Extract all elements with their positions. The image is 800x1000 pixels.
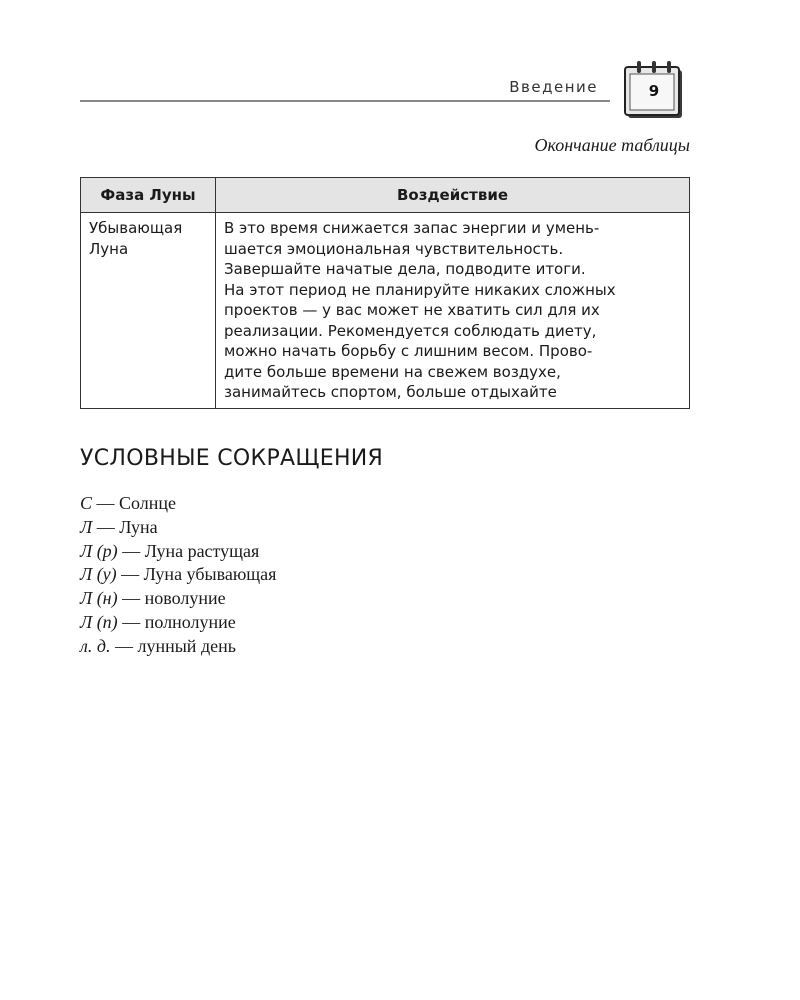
phase-cell: Убывающая Луна [81, 213, 216, 409]
abbreviation-meaning: — Луна [92, 516, 158, 537]
abbreviations-title: УСЛОВНЫЕ СОКРАЩЕНИЯ [80, 446, 384, 471]
column-header-phase: Фаза Луны [81, 178, 216, 213]
abbreviation-key: Л (п) [80, 611, 118, 632]
list-item [80, 587, 276, 611]
table-header-row [81, 178, 690, 213]
abbreviations-list [80, 492, 276, 659]
moon-phase-table [80, 177, 690, 409]
section-name: Введение [509, 78, 598, 96]
list-item [80, 563, 276, 587]
abbreviation-key: Л [80, 516, 93, 537]
running-head [80, 60, 690, 120]
effect-cell: В это время снижается запас энергии и умень- шается эмоциональная чувствительность. Завершайте начатые дела, подводите итоги. На этот период не планируйте никаких сложных проектов — у вас может не хватить сил для их реализации. Рекомендуется соблюдать диету, можно начать борьбу с лишним весом. Прово- дите больше времени на свежем воздухе, занимайтесь спортом, больше отдыхайте [216, 213, 690, 409]
abbreviation-key: Л (р) [80, 540, 118, 561]
abbreviation-meaning: — новолуние [117, 588, 226, 609]
calendar-icon [622, 60, 686, 120]
abbreviation-key: Л (н) [80, 588, 118, 609]
abbreviation-meaning: — Солнце [92, 493, 177, 513]
abbreviation-key: С [80, 493, 93, 513]
list-item [80, 611, 276, 635]
list-item [80, 492, 276, 516]
abbreviation-meaning: — полнолуние [117, 611, 236, 632]
list-item [80, 540, 276, 564]
list-item [80, 516, 276, 540]
abbreviation-meaning: — лунный день [110, 635, 236, 656]
abbreviation-key: Л (у) [80, 564, 117, 585]
abbreviation-meaning: — Луна убывающая [116, 564, 277, 585]
abbreviation-meaning: — Луна растущая [117, 540, 260, 561]
table-row [81, 213, 690, 409]
page-number: 9 [648, 82, 660, 100]
header-rule [80, 100, 610, 102]
table-caption: Окончание таблицы [534, 135, 690, 155]
column-header-effect: Воздействие [216, 178, 690, 213]
list-item [80, 635, 276, 659]
abbreviation-key: л. д. [80, 635, 111, 656]
